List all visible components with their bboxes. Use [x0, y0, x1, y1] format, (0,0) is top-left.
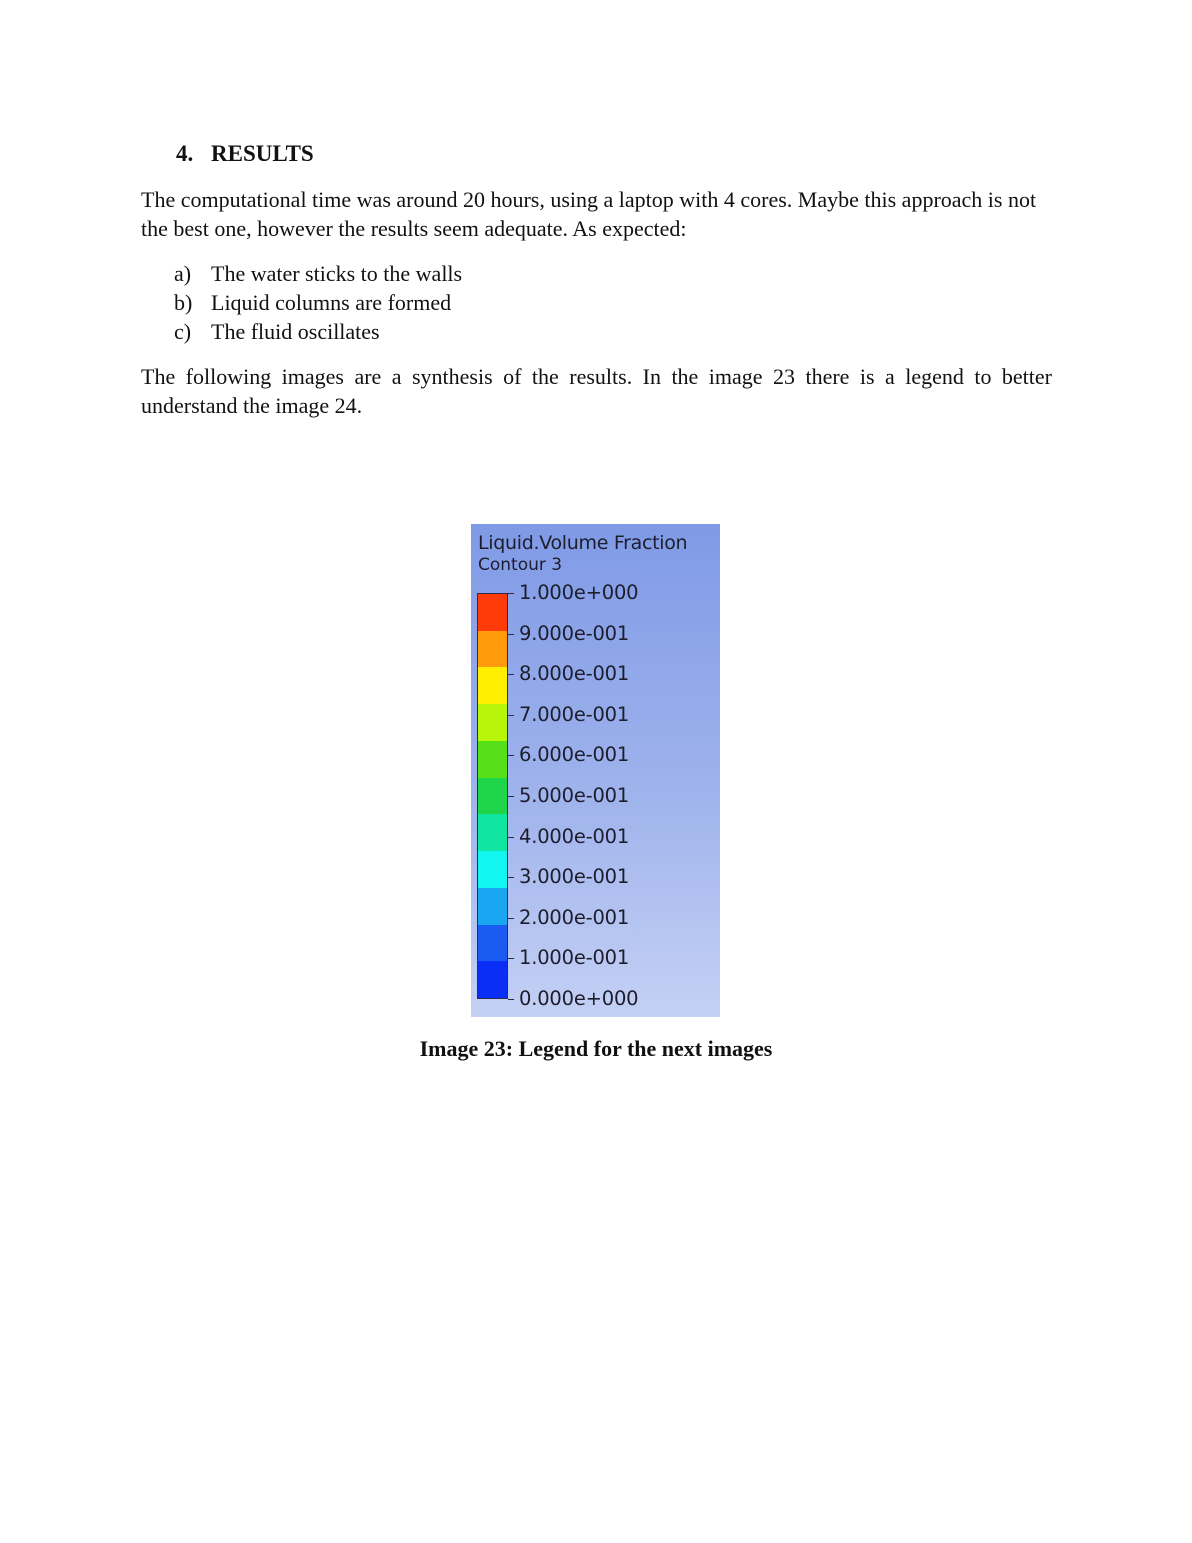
colorbar-segment: [478, 851, 507, 888]
colorbar-tick: [508, 674, 514, 675]
list-item-text: The water sticks to the walls: [211, 261, 463, 286]
colorbar-tick: [508, 918, 514, 919]
colorbar-segment: [478, 888, 507, 925]
list-marker: b): [174, 290, 193, 315]
colorbar-tick-label: 0.000e+000: [519, 987, 639, 1010]
colorbar-segment: [478, 741, 507, 778]
colorbar-segment: [478, 814, 507, 851]
colorbar-tick-label: 7.000e-001: [519, 702, 630, 726]
colorbar-tick: [508, 755, 514, 756]
colorbar-tick: [508, 837, 514, 838]
colorbar-segment: [478, 704, 507, 741]
colorbar-segment: [478, 925, 507, 962]
list-item: [174, 288, 462, 317]
expected-results-list: [174, 259, 462, 346]
list-item: [174, 317, 462, 346]
legend-title: Liquid.Volume Fraction: [478, 532, 688, 554]
colorbar-tick: [508, 796, 514, 797]
section-number: 4.: [176, 141, 194, 166]
list-item-text: Liquid columns are formed: [211, 290, 452, 315]
colorbar-tick: [508, 593, 514, 594]
section-title: RESULTS: [211, 141, 314, 166]
list-marker: c): [174, 319, 192, 344]
colorbar-tick-label: 3.000e-001: [519, 865, 630, 889]
section-heading: [176, 141, 314, 167]
colorbar-tick-label: 2.000e-001: [519, 905, 630, 929]
list-marker: a): [174, 261, 192, 286]
contour-legend-figure: [471, 524, 720, 1017]
colorbar-tick: [508, 877, 514, 878]
colorbar-tick: [508, 715, 514, 716]
list-item-text: The fluid oscillates: [211, 319, 380, 344]
colorbar-segment: [478, 594, 507, 631]
colorbar-tick: [508, 958, 514, 959]
intro-paragraph: The computational time was around 20 hours, using a laptop with 4 cores. Maybe this approach is not the best one, however the results seem adequate. As expected:: [141, 187, 1037, 241]
colorbar-tick-label: 4.000e-001: [519, 824, 630, 848]
colorbar-tick-label: 1.000e-001: [519, 946, 630, 970]
colorbar-tick-label: 1.000e+000: [519, 581, 639, 604]
legend-colorbar: [477, 593, 508, 999]
legend-subtitle: Contour 3: [478, 555, 563, 575]
colorbar-segment: [478, 667, 507, 704]
colorbar-segment: [478, 631, 507, 668]
colorbar-tick-label: 9.000e-001: [519, 621, 630, 645]
colorbar-tick: [508, 634, 514, 635]
list-item: [174, 259, 462, 288]
colorbar-tick-label: 5.000e-001: [519, 784, 630, 807]
colorbar-tick-label: 8.000e-001: [519, 662, 630, 686]
figure-caption: Image 23: Legend for the next images: [419, 1036, 773, 1061]
colorbar-tick: [508, 999, 514, 1000]
colorbar-segment: [478, 778, 507, 815]
colorbar-tick-label: 6.000e-001: [519, 743, 630, 767]
synthesis-paragraph: The following images are a synthesis of the results. In the image 23 there is a legend to better understand the image 24.: [141, 364, 1052, 418]
colorbar-segment: [478, 961, 507, 998]
